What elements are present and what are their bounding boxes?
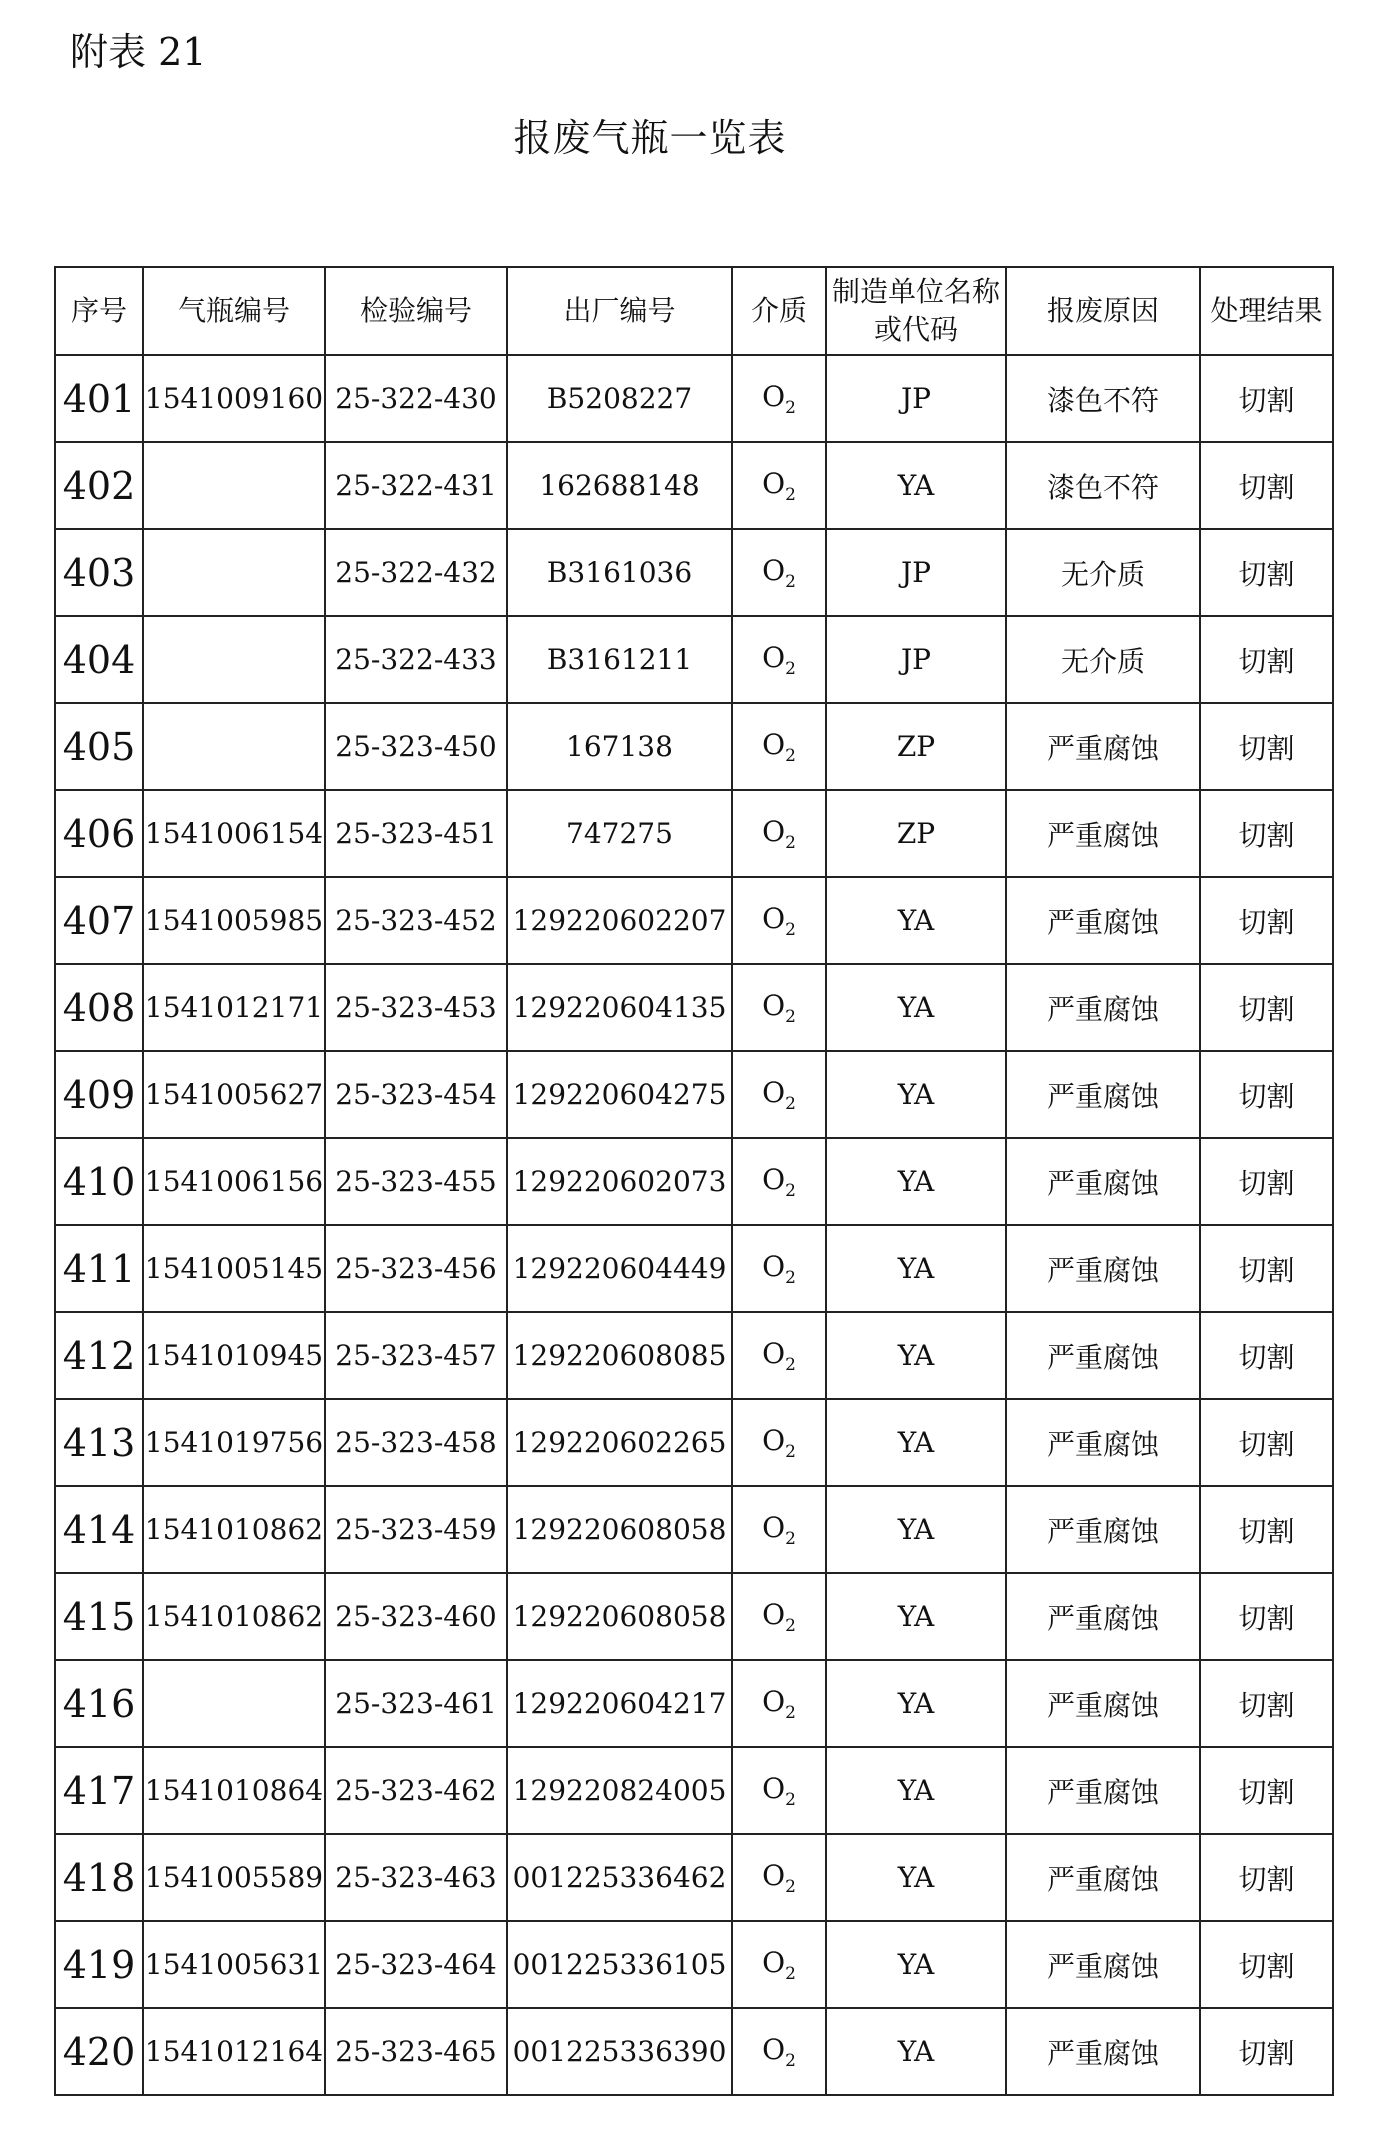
factory-no-cell: 129220608085 (507, 1312, 732, 1399)
factory-no-cell: B3161036 (507, 529, 732, 616)
reason-cell: 严重腐蚀 (1006, 964, 1200, 1051)
document-title: 报废气瓶一览表 (513, 116, 787, 160)
result-cell: 切割 (1200, 442, 1333, 529)
table-row (55, 1834, 1333, 1921)
medium-subscript: 2 (785, 1876, 796, 1897)
medium-cell (732, 2008, 826, 2095)
factory-no-cell: 001225336390 (507, 2008, 732, 2095)
manufacturer-cell: JP (826, 616, 1006, 703)
table-row (55, 1486, 1333, 1573)
seq-cell: 411 (55, 1225, 143, 1312)
medium-symbol: O (762, 2032, 786, 2066)
medium-cell (732, 616, 826, 703)
table-row (55, 1573, 1333, 1660)
medium-cell (732, 1486, 826, 1573)
medium-symbol: O (762, 640, 786, 674)
medium-subscript: 2 (785, 1963, 796, 1984)
manufacturer-cell: JP (826, 529, 1006, 616)
table-row (55, 964, 1333, 1051)
factory-no-cell: 129220604217 (507, 1660, 732, 1747)
manufacturer-cell: YA (826, 1051, 1006, 1138)
reason-cell: 严重腐蚀 (1006, 703, 1200, 790)
medium-cell (732, 529, 826, 616)
medium-subscript: 2 (785, 1180, 796, 1201)
medium-subscript: 2 (785, 571, 796, 592)
inspection-no-cell: 25-323-461 (325, 1660, 507, 1747)
cylinder-no-cell: 1541010945 (143, 1312, 325, 1399)
table-row (55, 703, 1333, 790)
medium-cell (732, 1225, 826, 1312)
reason-cell: 漆色不符 (1006, 442, 1200, 529)
header-factory-no: 出厂编号 (507, 267, 732, 355)
inspection-no-cell: 25-323-454 (325, 1051, 507, 1138)
reason-cell: 无介质 (1006, 529, 1200, 616)
manufacturer-cell: YA (826, 877, 1006, 964)
reason-cell: 严重腐蚀 (1006, 2008, 1200, 2095)
result-cell: 切割 (1200, 616, 1333, 703)
medium-subscript: 2 (785, 1354, 796, 1375)
result-cell: 切割 (1200, 529, 1333, 616)
inspection-no-cell: 25-322-430 (325, 355, 507, 442)
seq-cell: 414 (55, 1486, 143, 1573)
medium-symbol: O (762, 466, 786, 500)
seq-cell: 418 (55, 1834, 143, 1921)
table-row (55, 790, 1333, 877)
cylinder-no-cell: 1541005145 (143, 1225, 325, 1312)
manufacturer-cell: YA (826, 1486, 1006, 1573)
medium-cell (732, 1747, 826, 1834)
factory-no-cell: 129220824005 (507, 1747, 732, 1834)
medium-symbol: O (762, 988, 786, 1022)
medium-cell (732, 1399, 826, 1486)
factory-no-cell: 001225336105 (507, 1921, 732, 2008)
header-inspection-no: 检验编号 (325, 267, 507, 355)
medium-symbol: O (762, 1249, 786, 1283)
medium-symbol: O (762, 379, 786, 413)
table-row (55, 1138, 1333, 1225)
reason-cell: 严重腐蚀 (1006, 1660, 1200, 1747)
seq-cell: 403 (55, 529, 143, 616)
header-manufacturer: 制造单位名称或代码 (826, 267, 1006, 355)
medium-symbol: O (762, 814, 786, 848)
cylinder-no-cell: 1541010862 (143, 1486, 325, 1573)
result-cell: 切割 (1200, 1747, 1333, 1834)
header-cylinder-no: 气瓶编号 (143, 267, 325, 355)
manufacturer-cell: YA (826, 1138, 1006, 1225)
factory-no-cell: B5208227 (507, 355, 732, 442)
reason-cell: 严重腐蚀 (1006, 1834, 1200, 1921)
factory-no-cell: 001225336462 (507, 1834, 732, 1921)
scrapped-cylinder-table (54, 266, 1334, 2096)
table-body (55, 355, 1333, 2095)
factory-no-cell: 162688148 (507, 442, 732, 529)
seq-cell: 406 (55, 790, 143, 877)
reason-cell: 严重腐蚀 (1006, 1399, 1200, 1486)
seq-cell: 410 (55, 1138, 143, 1225)
inspection-no-cell: 25-323-450 (325, 703, 507, 790)
table-row (55, 2008, 1333, 2095)
reason-cell: 严重腐蚀 (1006, 1921, 1200, 2008)
inspection-no-cell: 25-323-463 (325, 1834, 507, 1921)
medium-symbol: O (762, 1945, 786, 1979)
inspection-no-cell: 25-323-456 (325, 1225, 507, 1312)
cylinder-no-cell: 1541012171 (143, 964, 325, 1051)
cylinder-no-cell (143, 529, 325, 616)
medium-cell (732, 1834, 826, 1921)
medium-subscript: 2 (785, 1267, 796, 1288)
medium-subscript: 2 (785, 2050, 796, 2071)
factory-no-cell: 129220602073 (507, 1138, 732, 1225)
factory-no-cell: 129220602265 (507, 1399, 732, 1486)
medium-cell (732, 355, 826, 442)
manufacturer-cell: YA (826, 442, 1006, 529)
cylinder-no-cell (143, 442, 325, 529)
result-cell: 切割 (1200, 1660, 1333, 1747)
medium-subscript: 2 (785, 1789, 796, 1810)
inspection-no-cell: 25-323-458 (325, 1399, 507, 1486)
factory-no-cell: 129220602207 (507, 877, 732, 964)
result-cell: 切割 (1200, 1312, 1333, 1399)
cylinder-no-cell: 1541010862 (143, 1573, 325, 1660)
medium-symbol: O (762, 1162, 786, 1196)
seq-cell: 405 (55, 703, 143, 790)
cylinder-no-cell: 1541006156 (143, 1138, 325, 1225)
result-cell: 切割 (1200, 2008, 1333, 2095)
factory-no-cell: B3161211 (507, 616, 732, 703)
factory-no-cell: 129220604449 (507, 1225, 732, 1312)
inspection-no-cell: 25-323-455 (325, 1138, 507, 1225)
medium-symbol: O (762, 901, 786, 935)
result-cell: 切割 (1200, 964, 1333, 1051)
medium-symbol: O (762, 1336, 786, 1370)
cylinder-no-cell: 1541006154 (143, 790, 325, 877)
cylinder-no-cell: 1541010864 (143, 1747, 325, 1834)
seq-cell: 415 (55, 1573, 143, 1660)
result-cell: 切割 (1200, 1225, 1333, 1312)
medium-subscript: 2 (785, 1006, 796, 1027)
header-result: 处理结果 (1200, 267, 1333, 355)
reason-cell: 严重腐蚀 (1006, 790, 1200, 877)
inspection-no-cell: 25-323-457 (325, 1312, 507, 1399)
table-row (55, 1225, 1333, 1312)
inspection-no-cell: 25-323-464 (325, 1921, 507, 2008)
inspection-no-cell: 25-322-431 (325, 442, 507, 529)
header-medium: 介质 (732, 267, 826, 355)
result-cell: 切割 (1200, 1573, 1333, 1660)
table-row (55, 616, 1333, 703)
inspection-no-cell: 25-322-432 (325, 529, 507, 616)
header-seq: 序号 (55, 267, 143, 355)
cylinder-no-cell (143, 1660, 325, 1747)
result-cell: 切割 (1200, 1921, 1333, 2008)
medium-symbol: O (762, 1858, 786, 1892)
manufacturer-cell: YA (826, 964, 1006, 1051)
table-row (55, 355, 1333, 442)
manufacturer-cell: YA (826, 1399, 1006, 1486)
inspection-no-cell: 25-323-462 (325, 1747, 507, 1834)
result-cell: 切割 (1200, 703, 1333, 790)
cylinder-no-cell (143, 703, 325, 790)
reason-cell: 严重腐蚀 (1006, 1747, 1200, 1834)
cylinder-no-cell: 1541009160 (143, 355, 325, 442)
cylinder-no-cell: 1541005627 (143, 1051, 325, 1138)
medium-cell (732, 1312, 826, 1399)
manufacturer-cell: YA (826, 1834, 1006, 1921)
seq-cell: 416 (55, 1660, 143, 1747)
reason-cell: 严重腐蚀 (1006, 1225, 1200, 1312)
medium-subscript: 2 (785, 1441, 796, 1462)
medium-cell (732, 1138, 826, 1225)
factory-no-cell: 747275 (507, 790, 732, 877)
header-reason: 报废原因 (1006, 267, 1200, 355)
result-cell: 切割 (1200, 1834, 1333, 1921)
medium-subscript: 2 (785, 1528, 796, 1549)
table-row (55, 1660, 1333, 1747)
medium-symbol: O (762, 1075, 786, 1109)
table-row (55, 1312, 1333, 1399)
cylinder-no-cell: 1541019756 (143, 1399, 325, 1486)
reason-cell: 漆色不符 (1006, 355, 1200, 442)
manufacturer-cell: YA (826, 1747, 1006, 1834)
medium-cell (732, 964, 826, 1051)
manufacturer-cell: ZP (826, 790, 1006, 877)
result-cell: 切割 (1200, 1399, 1333, 1486)
cylinder-no-cell: 1541012164 (143, 2008, 325, 2095)
inspection-no-cell: 25-323-451 (325, 790, 507, 877)
cylinder-no-cell: 1541005589 (143, 1834, 325, 1921)
seq-cell: 420 (55, 2008, 143, 2095)
medium-subscript: 2 (785, 1702, 796, 1723)
inspection-no-cell: 25-323-452 (325, 877, 507, 964)
reason-cell: 严重腐蚀 (1006, 877, 1200, 964)
medium-cell (732, 1660, 826, 1747)
inspection-no-cell: 25-322-433 (325, 616, 507, 703)
medium-symbol: O (762, 1771, 786, 1805)
seq-cell: 407 (55, 877, 143, 964)
medium-cell (732, 703, 826, 790)
table-row (55, 1399, 1333, 1486)
table-row (55, 877, 1333, 964)
seq-cell: 404 (55, 616, 143, 703)
result-cell: 切割 (1200, 355, 1333, 442)
manufacturer-cell: YA (826, 1312, 1006, 1399)
medium-cell (732, 1051, 826, 1138)
medium-subscript: 2 (785, 484, 796, 505)
table-row (55, 1747, 1333, 1834)
manufacturer-cell: YA (826, 2008, 1006, 2095)
factory-no-cell: 129220608058 (507, 1486, 732, 1573)
manufacturer-cell: YA (826, 1225, 1006, 1312)
table-row (55, 1921, 1333, 2008)
reason-cell: 严重腐蚀 (1006, 1312, 1200, 1399)
inspection-no-cell: 25-323-460 (325, 1573, 507, 1660)
cylinder-no-cell: 1541005985 (143, 877, 325, 964)
result-cell: 切割 (1200, 1138, 1333, 1225)
result-cell: 切割 (1200, 877, 1333, 964)
result-cell: 切割 (1200, 790, 1333, 877)
medium-subscript: 2 (785, 919, 796, 940)
seq-cell: 402 (55, 442, 143, 529)
medium-symbol: O (762, 1597, 786, 1631)
medium-subscript: 2 (785, 1093, 796, 1114)
cylinder-no-cell: 1541005631 (143, 1921, 325, 2008)
manufacturer-cell: YA (826, 1921, 1006, 2008)
medium-cell (732, 790, 826, 877)
factory-no-cell: 129220604135 (507, 964, 732, 1051)
medium-cell (732, 877, 826, 964)
medium-symbol: O (762, 727, 786, 761)
reason-cell: 严重腐蚀 (1006, 1486, 1200, 1573)
inspection-no-cell: 25-323-465 (325, 2008, 507, 2095)
medium-subscript: 2 (785, 745, 796, 766)
reason-cell: 严重腐蚀 (1006, 1051, 1200, 1138)
medium-symbol: O (762, 1684, 786, 1718)
seq-cell: 412 (55, 1312, 143, 1399)
seq-cell: 419 (55, 1921, 143, 2008)
medium-symbol: O (762, 1423, 786, 1457)
medium-subscript: 2 (785, 832, 796, 853)
medium-cell (732, 442, 826, 529)
medium-cell (732, 1573, 826, 1660)
medium-subscript: 2 (785, 397, 796, 418)
table-row (55, 1051, 1333, 1138)
seq-cell: 408 (55, 964, 143, 1051)
manufacturer-cell: YA (826, 1573, 1006, 1660)
table-header-row (55, 267, 1333, 355)
table-row (55, 442, 1333, 529)
reason-cell: 严重腐蚀 (1006, 1573, 1200, 1660)
medium-subscript: 2 (785, 1615, 796, 1636)
reason-cell: 无介质 (1006, 616, 1200, 703)
seq-cell: 409 (55, 1051, 143, 1138)
factory-no-cell: 129220608058 (507, 1573, 732, 1660)
factory-no-cell: 167138 (507, 703, 732, 790)
manufacturer-cell: JP (826, 355, 1006, 442)
appendix-label: 附表 21 (70, 30, 207, 74)
factory-no-cell: 129220604275 (507, 1051, 732, 1138)
medium-symbol: O (762, 1510, 786, 1544)
inspection-no-cell: 25-323-453 (325, 964, 507, 1051)
manufacturer-cell: ZP (826, 703, 1006, 790)
inspection-no-cell: 25-323-459 (325, 1486, 507, 1573)
result-cell: 切割 (1200, 1051, 1333, 1138)
table-row (55, 529, 1333, 616)
medium-subscript: 2 (785, 658, 796, 679)
result-cell: 切割 (1200, 1486, 1333, 1573)
manufacturer-cell: YA (826, 1660, 1006, 1747)
reason-cell: 严重腐蚀 (1006, 1138, 1200, 1225)
seq-cell: 417 (55, 1747, 143, 1834)
seq-cell: 401 (55, 355, 143, 442)
cylinder-no-cell (143, 616, 325, 703)
seq-cell: 413 (55, 1399, 143, 1486)
medium-symbol: O (762, 553, 786, 587)
medium-cell (732, 1921, 826, 2008)
